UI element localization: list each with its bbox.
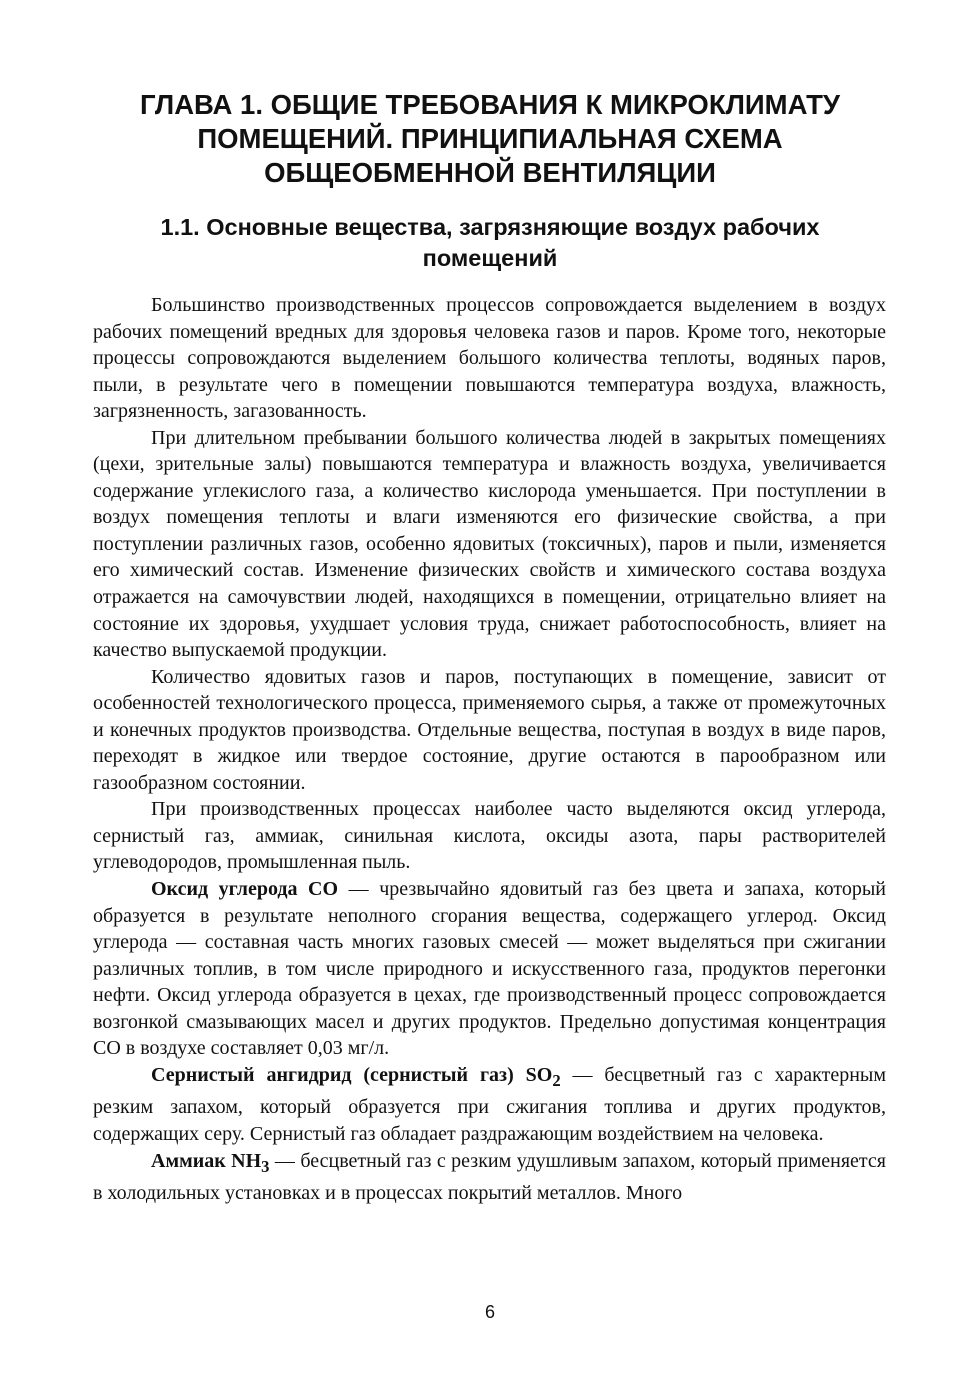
term-carbon-monoxide: Оксид углерода CO bbox=[151, 878, 339, 901]
paragraph-4: При производственных процессах наиболее часто выделяются оксид углерода, сернистый газ, аммиак, синильная кислота, оксиды азота, пары растворителей углеводородов, промышленная пыль. bbox=[93, 798, 886, 874]
paragraph-5 bbox=[93, 876, 886, 1062]
paragraph-2: При длительном пребывании большого количества людей в закрытых помещениях (цехи, зрительные залы) повышаются температура и влажность воздуха, увеличивается содержание углекислого газа, а количество кислорода уменьшается. При поступлении в воздух помещения теплоты и влаги изменяются его физические свойства, а при поступлении различных газов, особенно ядовитых (токсичных), паров и пыли, изменяется его химический состав. Изменение физических свойств и химического состава воздуха отражается на самочувствии людей, находящихся в помещении, отрицательно влияет на состояние их здоровья, ухудшает условия труда, снижает работоспособность, влияет на качество выпускаемой продукции. bbox=[93, 426, 886, 662]
paragraph-5-text: — чрезвычайно ядовитый газ без цвета и запаха, который образуется в результате неполного сгорания вещества, содержащего углерод. Оксид углерода — составная часть многих газовых смесей — может выделяться при сжигании различных топлив, в том числе природного и искусственного газа, продуктов перегонки нефти. Оксид углерода образуется в цехах, где производственный процесс сопровождается возгонкой смазывающих масел и других продуктов. Предельно допустимая концентрация CO в воздухе составляет 0,03 мг/л. bbox=[93, 878, 886, 1060]
subscript-2: 2 bbox=[552, 1070, 561, 1090]
term-ammonia bbox=[151, 1149, 270, 1176]
section-title: 1.1. Основные вещества, загрязняющие воздух рабочих помещений bbox=[160, 214, 820, 271]
body-text bbox=[93, 292, 886, 1207]
page-number: 6 bbox=[484, 1302, 495, 1322]
paragraph-6-text: — бесцветный газ с характерным резким запахом, который образуется при сжигания топлива и других продуктов, содержащих серу. Сернистый газ обладает раздражающим воздействием на человека. bbox=[93, 1063, 886, 1145]
paragraph-7-text: — бесцветный газ с резким удушливым запахом, который применяется в холодильных установках и в процессах покрытий металлов. Много bbox=[93, 1149, 886, 1205]
paragraph-3: Количество ядовитых газов и паров, поступающих в помещение, зависит от особенностей технологического процесса, применяемого сырья, а также от промежуточных и конечных продуктов производства. Отдельные вещества, поступая в воздух в виде паров, переходят в жидкое или твердое состояние, другие остаются в парообразном или газообразном состоянии. bbox=[93, 665, 886, 794]
chapter-title: ГЛАВА 1. ОБЩИЕ ТРЕБОВАНИЯ К МИКРОКЛИМАТУ ПОМЕЩЕНИЙ. ПРИНЦИПИАЛЬНАЯ СХЕМА ОБЩЕОБМЕННОЙ ВЕНТИЛЯЦИИ bbox=[140, 89, 840, 188]
term-sulfur-dioxide-name: Сернистый ангидрид (сернистый газ) SO bbox=[151, 1063, 553, 1086]
term-sulfur-dioxide bbox=[151, 1063, 561, 1090]
paragraph-1: Большинство производственных процессов сопровождается выделением в воздух рабочих помещений вредных для здоровья человека газов и паров. Кроме того, некоторые процессы сопровождаются выделением большого количества теплоты, водяных паров, пыли, в результате чего в помещении повышаются температура воздуха, влажность, загрязненность, загазованность. bbox=[93, 294, 886, 423]
subscript-3: 3 bbox=[261, 1156, 270, 1176]
term-ammonia-name: Аммиак NH bbox=[151, 1149, 262, 1172]
paragraph-6 bbox=[93, 1062, 886, 1148]
paragraph-7 bbox=[93, 1148, 886, 1207]
